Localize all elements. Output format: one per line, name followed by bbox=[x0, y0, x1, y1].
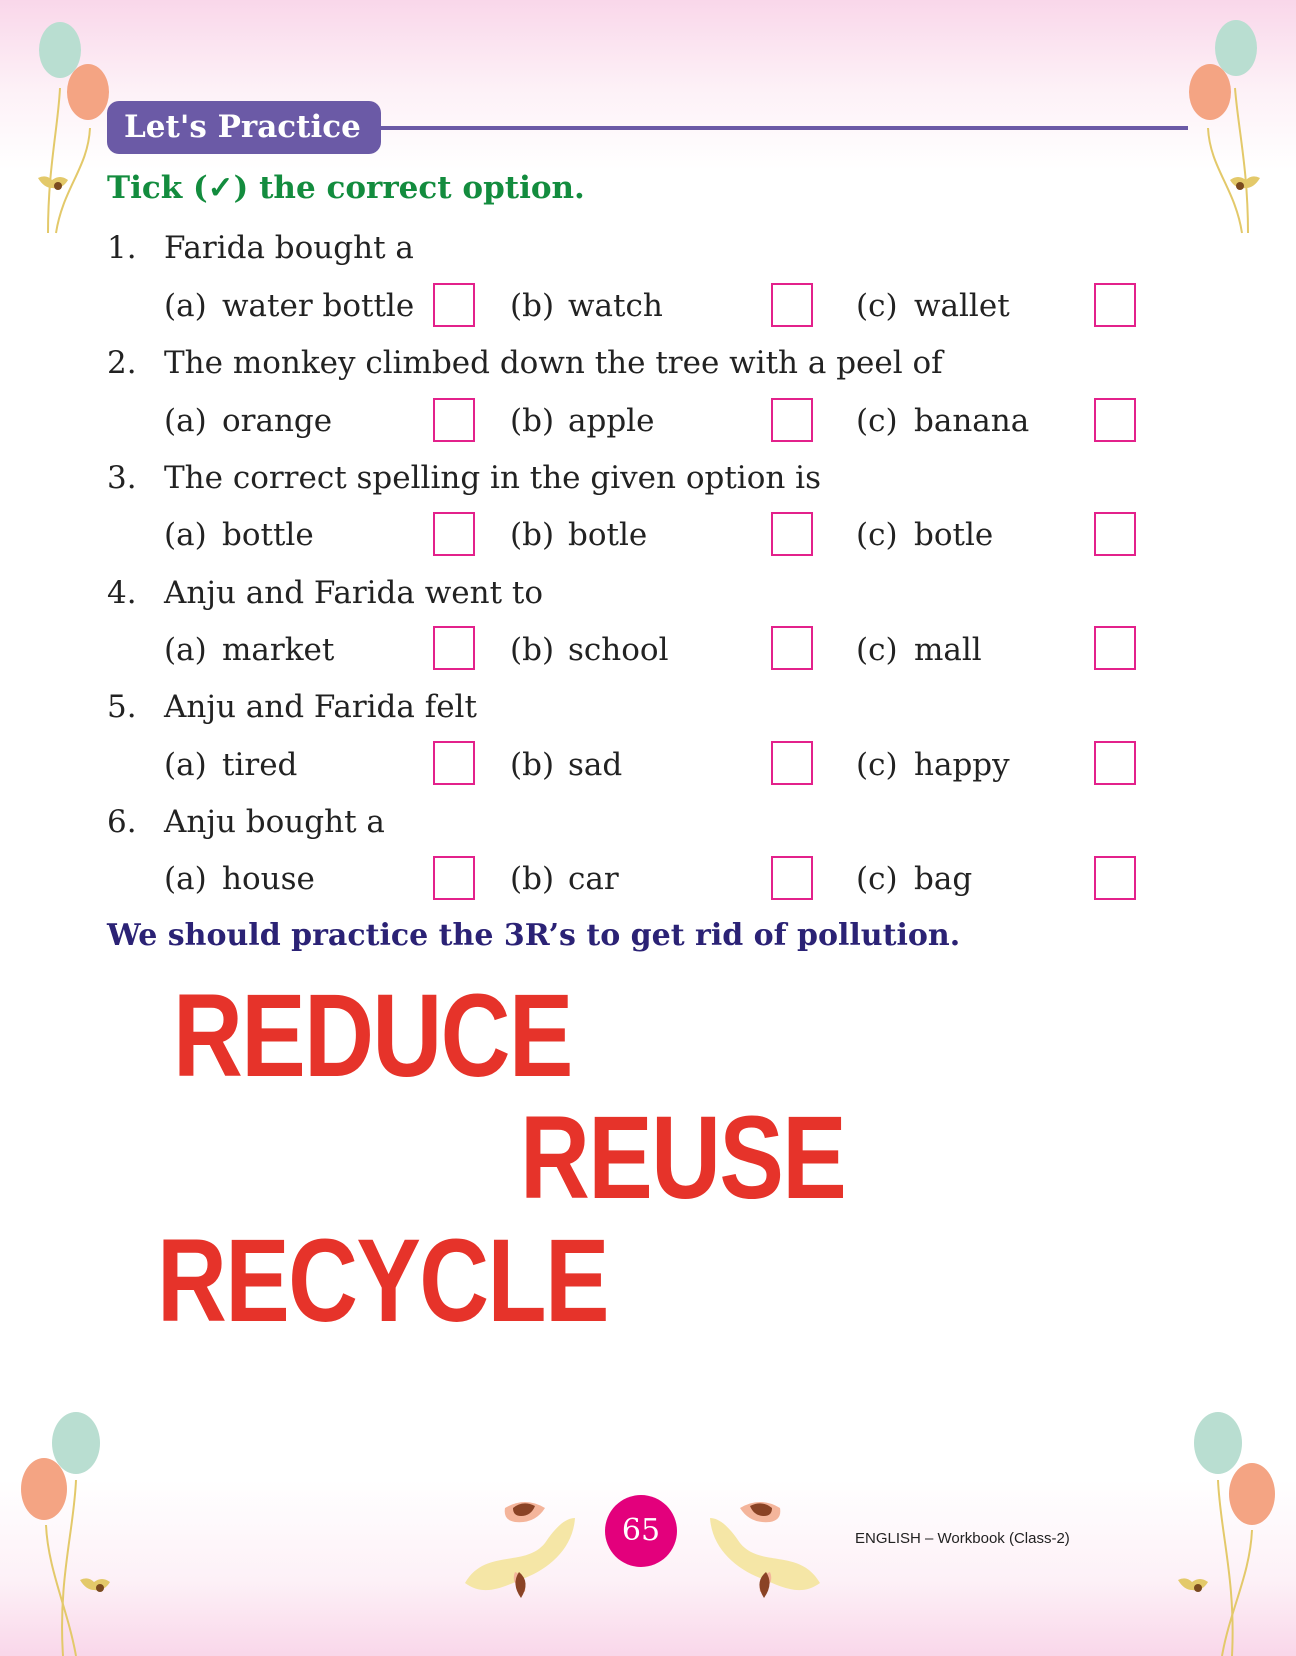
answer-checkbox-5b[interactable] bbox=[771, 741, 813, 785]
answer-checkbox-1c[interactable] bbox=[1094, 283, 1136, 327]
balloons-top-right-icon bbox=[1180, 18, 1280, 238]
option-label: (a) bbox=[164, 403, 207, 439]
option-label: (a) bbox=[164, 861, 207, 897]
option-label: (c) bbox=[856, 288, 898, 324]
option-label: (c) bbox=[856, 517, 898, 553]
option-label: (c) bbox=[856, 861, 898, 897]
answer-checkbox-1b[interactable] bbox=[771, 283, 813, 327]
question-number: 4. bbox=[107, 575, 137, 611]
answer-checkbox-3c[interactable] bbox=[1094, 512, 1136, 556]
option-text: botle bbox=[568, 517, 648, 553]
answer-checkbox-1a[interactable] bbox=[433, 283, 475, 327]
answer-checkbox-3b[interactable] bbox=[771, 512, 813, 556]
question-number: 1. bbox=[107, 230, 137, 266]
reduce-word: REDUCE bbox=[173, 970, 572, 1102]
option-label: (b) bbox=[510, 632, 555, 668]
option-label: (a) bbox=[164, 747, 207, 783]
question-text: Anju and Farida felt bbox=[164, 689, 477, 725]
option-text: car bbox=[568, 861, 619, 897]
option-label: (a) bbox=[164, 632, 207, 668]
option-label: (b) bbox=[510, 403, 555, 439]
question-number: 5. bbox=[107, 689, 137, 725]
option-text: banana bbox=[914, 403, 1030, 439]
answer-checkbox-5a[interactable] bbox=[433, 741, 475, 785]
book-title: ENGLISH – Workbook (Class-2) bbox=[855, 1530, 1070, 1547]
option-text: school bbox=[568, 632, 669, 668]
question-text: Anju bought a bbox=[164, 804, 385, 840]
question-text: Anju and Farida went to bbox=[164, 575, 544, 611]
answer-checkbox-2a[interactable] bbox=[433, 398, 475, 442]
option-text: happy bbox=[914, 747, 1010, 783]
question-text: The monkey climbed down the tree with a peel of bbox=[164, 345, 943, 381]
option-text: house bbox=[222, 861, 315, 897]
option-label: (a) bbox=[164, 517, 207, 553]
option-text: market bbox=[222, 632, 335, 668]
answer-checkbox-6a[interactable] bbox=[433, 856, 475, 900]
instruction-text: Tick (✓) the correct option. bbox=[107, 170, 585, 206]
question-number: 6. bbox=[107, 804, 137, 840]
option-text: water bottle bbox=[222, 288, 415, 324]
question-number: 2. bbox=[107, 345, 137, 381]
reuse-word: REUSE bbox=[520, 1092, 846, 1224]
option-label: (c) bbox=[856, 632, 898, 668]
balloons-top-left-icon bbox=[18, 18, 118, 238]
bird-ribbon-right-icon bbox=[700, 1488, 830, 1608]
answer-checkbox-4a[interactable] bbox=[433, 626, 475, 670]
option-text: tired bbox=[222, 747, 298, 783]
option-text: watch bbox=[568, 288, 663, 324]
option-text: sad bbox=[568, 747, 623, 783]
answer-checkbox-2b[interactable] bbox=[771, 398, 813, 442]
recycle-word: RECYCLE bbox=[157, 1215, 608, 1347]
option-label: (c) bbox=[856, 403, 898, 439]
section-title: Let's Practice bbox=[107, 101, 381, 154]
option-text: orange bbox=[222, 403, 333, 439]
question-number: 3. bbox=[107, 460, 137, 496]
question-text: Farida bought a bbox=[164, 230, 414, 266]
question-text: The correct spelling in the given option is bbox=[164, 460, 822, 496]
balloons-bottom-right-icon bbox=[1170, 1410, 1280, 1656]
option-text: bottle bbox=[222, 517, 314, 553]
answer-checkbox-3a[interactable] bbox=[433, 512, 475, 556]
answer-checkbox-4c[interactable] bbox=[1094, 626, 1136, 670]
answer-checkbox-2c[interactable] bbox=[1094, 398, 1136, 442]
option-text: mall bbox=[914, 632, 982, 668]
page-number-badge: 65 bbox=[605, 1495, 677, 1567]
balloons-bottom-left-icon bbox=[18, 1410, 128, 1656]
option-label: (b) bbox=[510, 861, 555, 897]
slogan-text: We should practice the 3R’s to get rid of pollution. bbox=[107, 918, 961, 953]
section-divider bbox=[378, 126, 1188, 130]
option-text: apple bbox=[568, 403, 655, 439]
option-text: bag bbox=[914, 861, 973, 897]
option-label: (b) bbox=[510, 288, 555, 324]
answer-checkbox-4b[interactable] bbox=[771, 626, 813, 670]
option-label: (b) bbox=[510, 747, 555, 783]
answer-checkbox-6b[interactable] bbox=[771, 856, 813, 900]
option-label: (a) bbox=[164, 288, 207, 324]
option-label: (b) bbox=[510, 517, 555, 553]
option-text: botle bbox=[914, 517, 994, 553]
answer-checkbox-5c[interactable] bbox=[1094, 741, 1136, 785]
bird-ribbon-left-icon bbox=[455, 1488, 585, 1608]
answer-checkbox-6c[interactable] bbox=[1094, 856, 1136, 900]
option-text: wallet bbox=[914, 288, 1010, 324]
option-label: (c) bbox=[856, 747, 898, 783]
